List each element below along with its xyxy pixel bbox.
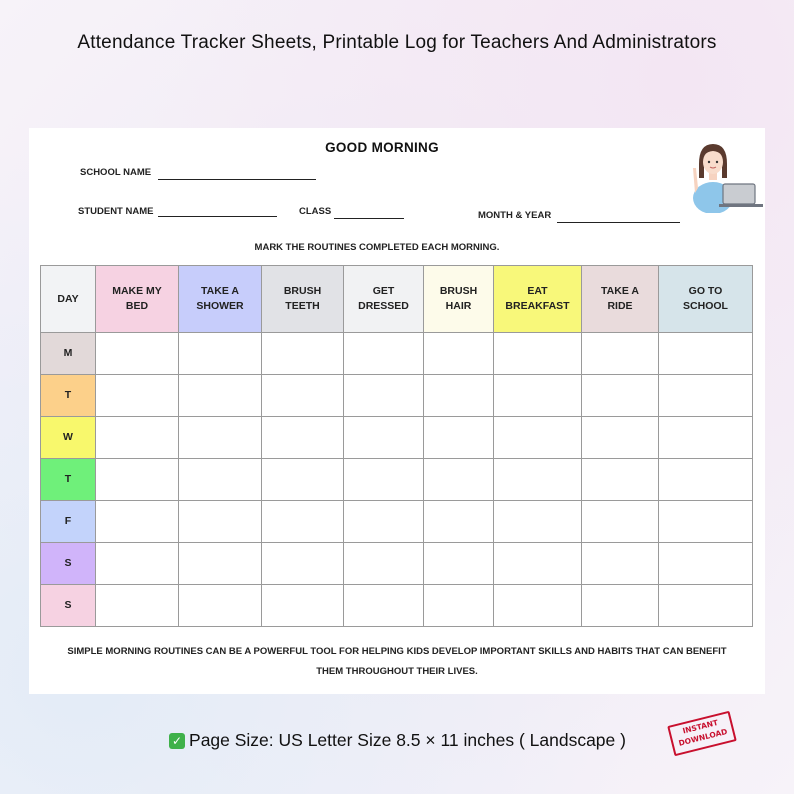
checkbox-cell[interactable] [96,501,179,543]
day-label: S [64,599,72,611]
table-row [41,543,753,585]
student-name-line[interactable] [158,216,277,217]
day-label: S [64,557,72,569]
instruction-text: MARK THE ROUTINES COMPLETED EACH MORNING. [254,242,500,253]
routine-table [40,265,753,627]
class-line[interactable] [334,218,404,219]
checkbox-cell[interactable] [494,375,582,417]
month-year-label: MONTH & YEAR [478,210,552,221]
checkbox-cell[interactable] [344,375,424,417]
checkbox-cell[interactable] [262,585,344,627]
header-row [41,266,753,333]
checkbox-cell[interactable] [582,543,659,585]
table-row [41,585,753,627]
checkbox-cell[interactable] [262,501,344,543]
checkbox-cell[interactable] [659,333,753,375]
checkbox-cell[interactable] [179,333,262,375]
checkbox-cell[interactable] [424,501,494,543]
laptop-screen [723,184,755,204]
checkbox-cell[interactable] [494,417,582,459]
checkbox-cell[interactable] [494,459,582,501]
checkbox-cell[interactable] [659,459,753,501]
worksheet-heading: GOOD MORNING [325,140,439,155]
table-row [41,501,753,543]
table-row [41,375,753,417]
day-label: W [63,431,73,443]
worksheet [29,128,765,694]
instant-download-stamp: INSTANT DOWNLOAD [667,711,737,757]
page-title: Attendance Tracker Sheets, Printable Log for Teachers And Administrators [77,32,717,53]
checkbox-cell[interactable] [96,459,179,501]
checkbox-cell[interactable] [494,501,582,543]
checkbox-cell[interactable] [262,459,344,501]
school-name-label: SCHOOL NAME [80,167,152,178]
table-body [41,333,753,627]
page-size-note [145,727,650,753]
checkbox-cell[interactable] [582,585,659,627]
student-laptop-illustration [689,138,769,213]
checkbox-cell[interactable] [262,543,344,585]
checkbox-cell[interactable] [659,375,753,417]
table-row [41,333,753,375]
day-cell [41,459,96,501]
checkbox-cell[interactable] [424,375,494,417]
table-row [41,459,753,501]
day-label: T [64,389,72,401]
checkbox-cell[interactable] [494,585,582,627]
header-label-line1: GO TO [688,285,723,297]
day-cell [41,543,96,585]
checkbox-cell[interactable] [659,417,753,459]
day-cell [41,375,96,417]
header-label-line2: HAIR [445,300,472,312]
footer-note: SIMPLE MORNING ROUTINES CAN BE A POWERFUL TOOL FOR HELPING KIDS DEVELOP IMPORTANT SKILLS AND HABITS THAT CAN BENEFIT THEM THROUGHOUT THEIR LIVES. [67,646,727,677]
checkbox-cell[interactable] [424,333,494,375]
day-cell [41,585,96,627]
checkbox-cell[interactable] [96,585,179,627]
checkbox-cell[interactable] [424,417,494,459]
checkbox-cell[interactable] [96,543,179,585]
checkbox-cell[interactable] [179,501,262,543]
class-label: CLASS [299,206,332,217]
header-cell [262,266,344,333]
checkbox-cell[interactable] [494,543,582,585]
checkbox-cell[interactable] [494,333,582,375]
table-row [41,417,753,459]
checkbox-cell[interactable] [344,501,424,543]
header-label-line2: TEETH [285,300,320,312]
check-icon: ✓ [169,733,185,749]
day-label: T [64,473,72,485]
header-cell [582,266,659,333]
header-label-line2: BREAKFAST [505,300,570,312]
raised-arm [693,168,698,193]
school-name-line[interactable] [158,179,316,180]
header-label-line1: BRUSH [439,285,478,297]
checkbox-cell[interactable] [424,585,494,627]
header-label-line1: MAKE MY [112,285,162,297]
day-label: M [63,347,73,359]
checkbox-cell[interactable] [344,417,424,459]
checkbox-cell[interactable] [262,375,344,417]
student-name-label: STUDENT NAME [78,206,154,217]
checkbox-cell[interactable] [344,543,424,585]
checkbox-cell[interactable] [179,543,262,585]
header-label-line2: SHOWER [196,300,244,312]
laptop-base [719,204,763,207]
day-cell [41,501,96,543]
checkbox-cell[interactable] [179,585,262,627]
checkbox-cell[interactable] [582,501,659,543]
page-size-text: Page Size: US Letter Size 8.5 × 11 inches ( Landscape ) [189,730,626,750]
header-label-line2: SCHOOL [683,300,728,312]
checkbox-cell[interactable] [582,459,659,501]
checkbox-cell[interactable] [262,333,344,375]
header-cell [494,266,582,333]
checkbox-cell[interactable] [424,459,494,501]
header-cell [179,266,262,333]
checkbox-cell[interactable] [96,333,179,375]
checkbox-cell[interactable] [96,417,179,459]
face [703,150,723,174]
checkbox-cell[interactable] [659,585,753,627]
header-label-line1: TAKE A [601,285,639,297]
checkbox-cell[interactable] [344,333,424,375]
checkbox-cell[interactable] [582,375,659,417]
checkbox-cell[interactable] [262,417,344,459]
day-cell [41,333,96,375]
checkbox-cell[interactable] [344,585,424,627]
header-cell [424,266,494,333]
checkbox-cell[interactable] [582,417,659,459]
checkbox-cell[interactable] [659,543,753,585]
header-cell [344,266,424,333]
month-year-line[interactable] [557,222,680,223]
day-cell [41,417,96,459]
checkbox-cell[interactable] [179,417,262,459]
checkbox-cell[interactable] [424,543,494,585]
header-cell [41,266,96,333]
checkbox-cell[interactable] [344,459,424,501]
header-label-line2: BED [125,300,149,312]
checkbox-cell[interactable] [659,501,753,543]
header-label-line1: BRUSH [283,285,322,297]
checkbox-cell[interactable] [96,375,179,417]
checkbox-cell[interactable] [179,375,262,417]
header-label-line1: GET [372,285,395,297]
header-cell [96,266,179,333]
header-label-line1: DAY [57,292,79,305]
header-cell [659,266,753,333]
checkbox-cell[interactable] [582,333,659,375]
day-label: F [64,515,72,527]
header-label-line1: TAKE A [201,285,239,297]
header-label-line2: RIDE [607,300,633,312]
header-label-line2: DRESSED [358,300,409,312]
checkbox-cell[interactable] [179,459,262,501]
header-label-line1: EAT [527,285,548,297]
